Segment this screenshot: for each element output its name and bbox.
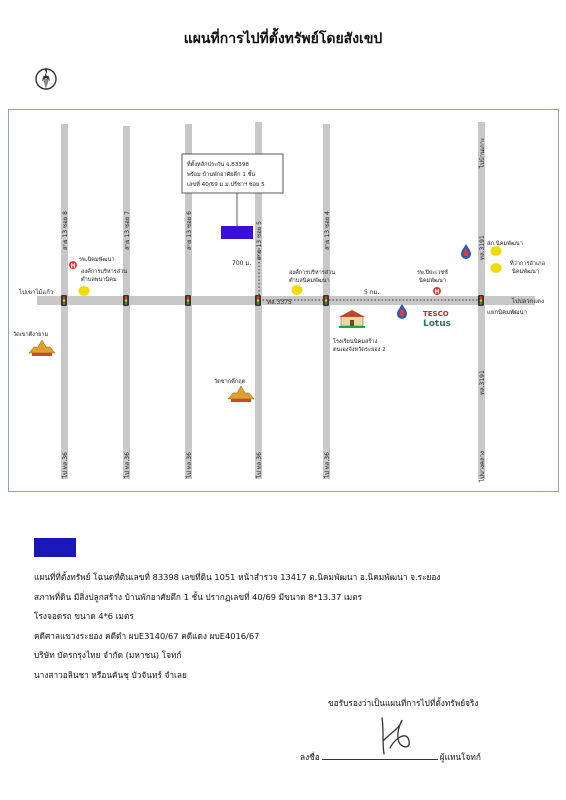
svg-text:H: H xyxy=(70,262,76,270)
traffic-light-icon xyxy=(185,295,191,306)
road-label-soi4: สาย 13 ซอย 4 xyxy=(324,211,331,250)
compass-n-label: N xyxy=(43,70,49,78)
page-title: แผนที่การไปที่ตั้งทรัพย์โดยสังเขป xyxy=(183,31,383,47)
info-line-2: สภาพที่ดิน มีสิ่งปลูกสร้าง บ้านพักอาศัยตึก 1 ชั้น ปรากฏเลขที่ 40/69 มีขนาด 8*13.37 เมตร xyxy=(34,591,363,602)
road-label-bottom-5: ไป ทล.36 xyxy=(324,452,331,478)
traffic-light-icon xyxy=(323,295,329,306)
fuel-station-icon xyxy=(397,304,407,319)
hospital-mid-line-1: รพ.ปิยะเวชช์ xyxy=(417,270,448,276)
fuel-station-icon xyxy=(461,244,471,259)
map-canvas xyxy=(9,110,558,491)
district-office-line-1: ที่ว่าการอำเภอ xyxy=(510,261,545,267)
police-label: สภ.นิคมพัฒนา xyxy=(487,241,523,247)
signature-line xyxy=(300,750,481,764)
temple-left-label: วัดเขาตีงายาม xyxy=(13,332,49,338)
temple-icon xyxy=(228,386,254,402)
school-icon xyxy=(339,310,365,328)
traffic-light-icon xyxy=(478,295,484,306)
property-marker xyxy=(221,226,253,239)
certification-text: ขอรับรองว่าเป็นแผนที่การไปที่ตั้งทรัพย์จริง xyxy=(328,698,479,708)
sign-prefix: ลงชื่อ xyxy=(300,752,320,762)
office-mid-line-2: ตำบลนิคมพัฒนา xyxy=(289,278,330,284)
callout-line-1: ที่ตั้งหลักประกัน จ.83398 xyxy=(187,162,249,168)
district-office-marker xyxy=(491,263,502,273)
hospital-mid-line-2: นิคมพัฒนา xyxy=(419,278,446,284)
tesco-label: TESCO xyxy=(423,310,449,318)
office-mid-marker xyxy=(292,285,303,295)
district-office-line-2: นิคมพัฒนา xyxy=(512,269,539,275)
road-label-bottom-1: ไป ทล.36 xyxy=(62,452,69,478)
callout-line-3: เลขที่ 40/69 ม.ม.ปรีชาฯ ซอย 5 xyxy=(187,182,265,188)
road-label-bottom-4: ไป ทล.36 xyxy=(256,452,263,478)
info-line-5: บริษัท บัตรกรุงไทย จำกัด (มหาชน) โจทก์ xyxy=(34,650,182,660)
road-label-soi8: สาย 13 ซอย 8 xyxy=(62,211,69,250)
hospital-left-label: รพ.นิคมพัฒนา xyxy=(79,257,115,263)
office-left-line-2: ตำบลพนานิคม xyxy=(81,277,117,283)
road-label-soi7: สาย 13 ซอย 7 xyxy=(124,211,131,250)
road-label-north: ไปบ้านเกาะ xyxy=(479,137,486,168)
police-marker xyxy=(491,246,502,256)
road-label-3191-lower: ทล.3191 xyxy=(479,370,486,395)
legend-property-swatch xyxy=(34,538,76,557)
info-line-3: โรงจอดรถ ขนาด 4*6 เมตร xyxy=(34,611,134,621)
left-direction-label: ไปเขาไม้แก้ว xyxy=(19,289,54,296)
signature-blank xyxy=(322,759,438,760)
traffic-light-icon xyxy=(61,295,67,306)
temple-icon xyxy=(29,340,55,356)
office-left-line-1: องค์การบริหารส่วน xyxy=(81,269,128,275)
right-direction-label: ไปปลวกแดง xyxy=(512,298,545,305)
info-line-1: แผนที่ที่ตั้งทรัพย์ โฉนดที่ดินเลขที่ 83398 เลขที่ดิน 1051 หน้าสำรวจ 13417 ต.นิคมพัฒนา อ.นิคมพัฒนา จ.ระยอง xyxy=(34,572,441,582)
svg-text:H: H xyxy=(434,288,440,296)
sign-suffix: ผู้แทนโจทก์ xyxy=(439,752,481,762)
traffic-light-icon xyxy=(255,295,261,306)
property-info xyxy=(34,568,440,685)
info-line-6: นางสาวอลินชา หรือนคันชุ บัวจันทร์ จำเลย xyxy=(34,669,187,680)
road-label-bottom-6: ไปบางคลาง xyxy=(479,451,486,482)
road-label-bottom-2: ไป ทล.36 xyxy=(124,452,131,478)
map-frame xyxy=(8,109,559,492)
info-line-4: คดีศาลแขวงระยอง คดีดำ ผบE3140/67 คดีแดง ผบE4016/67 xyxy=(34,630,260,641)
junction-label: แยกนิคมพัฒนา xyxy=(487,309,527,316)
school-line-1: โรงเรียนนิคมสร้าง xyxy=(333,339,378,345)
hospital-icon xyxy=(69,261,77,269)
main-road-label: ทล.3375 xyxy=(267,299,292,306)
traffic-light-icon xyxy=(123,295,129,306)
distance-700m: 700 ม. xyxy=(232,260,252,267)
road-label-bottom-3: ไป ทล.36 xyxy=(186,452,193,478)
office-left-marker xyxy=(79,286,90,296)
distance-5km: 5 กม. xyxy=(364,289,380,296)
tesco-lotus-logo xyxy=(423,310,451,329)
road-label-soi5: สาย 13 ซอย 5 xyxy=(256,221,263,260)
road-label-soi6: สาย 13 ซอย 6 xyxy=(186,211,193,250)
hospital-icon xyxy=(433,287,441,295)
lotus-label: Lotus xyxy=(423,319,451,329)
school-line-2: ตนเองจังหวัดระยอง 2 xyxy=(333,347,386,353)
office-mid-line-1: องค์การบริหารส่วน xyxy=(289,270,336,276)
temple-mid-label: วัดชากคึกฤต xyxy=(214,379,246,385)
callout-line-2: พร้อม บ้านพักอาศัยตึก 1 ชั้น xyxy=(187,172,256,178)
road-label-3191-upper: ทล.3191 xyxy=(479,235,486,260)
north-arrow-icon xyxy=(30,62,62,94)
